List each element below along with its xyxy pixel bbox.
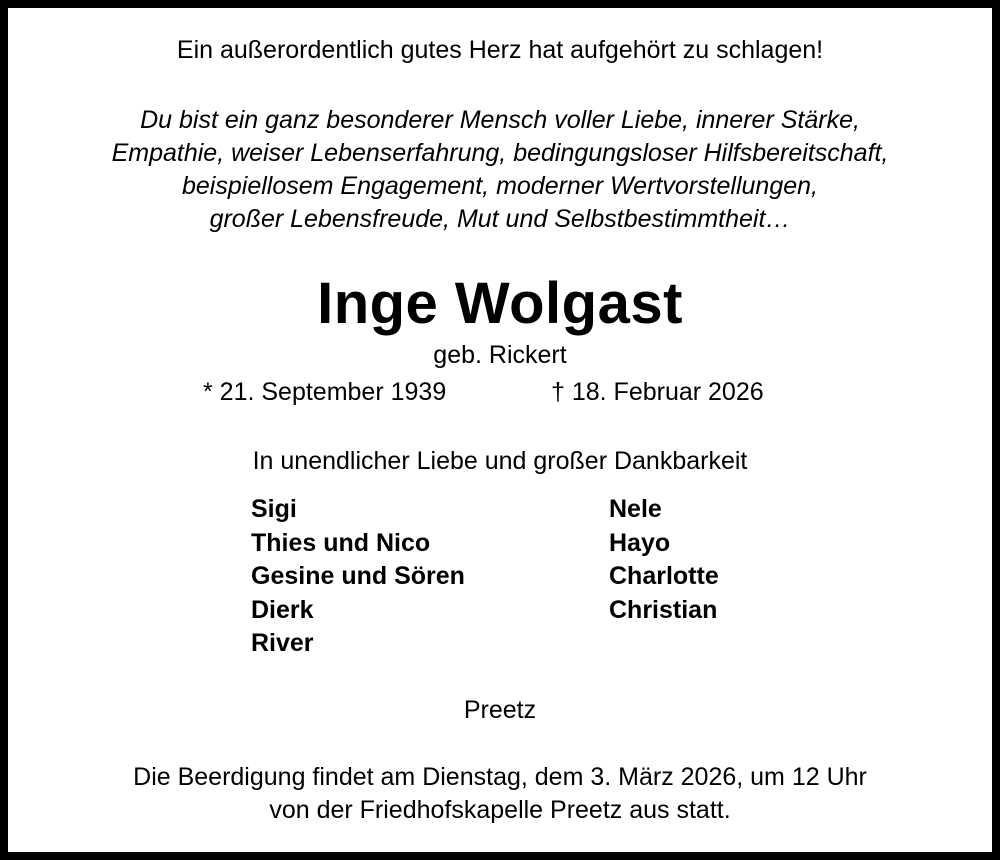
mourners-left-column <box>251 493 465 661</box>
birth-date: * 21. September 1939 <box>203 378 447 406</box>
mourner-name: Sigi <box>251 495 297 523</box>
quote-line: beispiellosem Engagement, moderner Wertvorstellungen, <box>182 172 818 200</box>
quote-line: großer Lebensfreude, Mut und Selbstbestimmtheit… <box>209 205 791 233</box>
mourner-name: Dierk <box>251 595 314 624</box>
mourner-name: Gesine und Sören <box>251 562 465 590</box>
funeral-info-line: von der Friedhofskapelle Preetz aus statt. <box>269 796 731 824</box>
mourner-name: Nele <box>609 495 662 523</box>
mourner-name: River <box>251 629 314 657</box>
mourner-name: Hayo <box>609 528 671 557</box>
mourners-right-column <box>609 493 719 627</box>
quote-line: Du bist ein ganz besonderer Mensch voller Liebe, innerer Stärke, <box>140 106 860 134</box>
mourner-name: Charlotte <box>609 562 719 590</box>
intro-line: Ein außerordentlich gutes Herz hat aufgehört zu schlagen! <box>176 36 824 64</box>
funeral-info-line: Die Beerdigung findet am Dienstag, dem 3. März 2026, um 12 Uhr <box>133 763 867 791</box>
thanks-line: In unendlicher Liebe und großer Dankbarkeit <box>252 447 748 475</box>
mourner-name: Thies und Nico <box>251 528 431 557</box>
quote-line: Empathie, weiser Lebenserfahrung, bedingungsloser Hilfsbereitschaft, <box>111 139 889 167</box>
place-name: Preetz <box>463 696 537 724</box>
mourner-name: Christian <box>609 595 718 624</box>
deceased-name: Inge Wolgast <box>317 271 683 336</box>
maiden-name: geb. Rickert <box>433 341 567 369</box>
death-date: † 18. Februar 2026 <box>551 378 764 406</box>
